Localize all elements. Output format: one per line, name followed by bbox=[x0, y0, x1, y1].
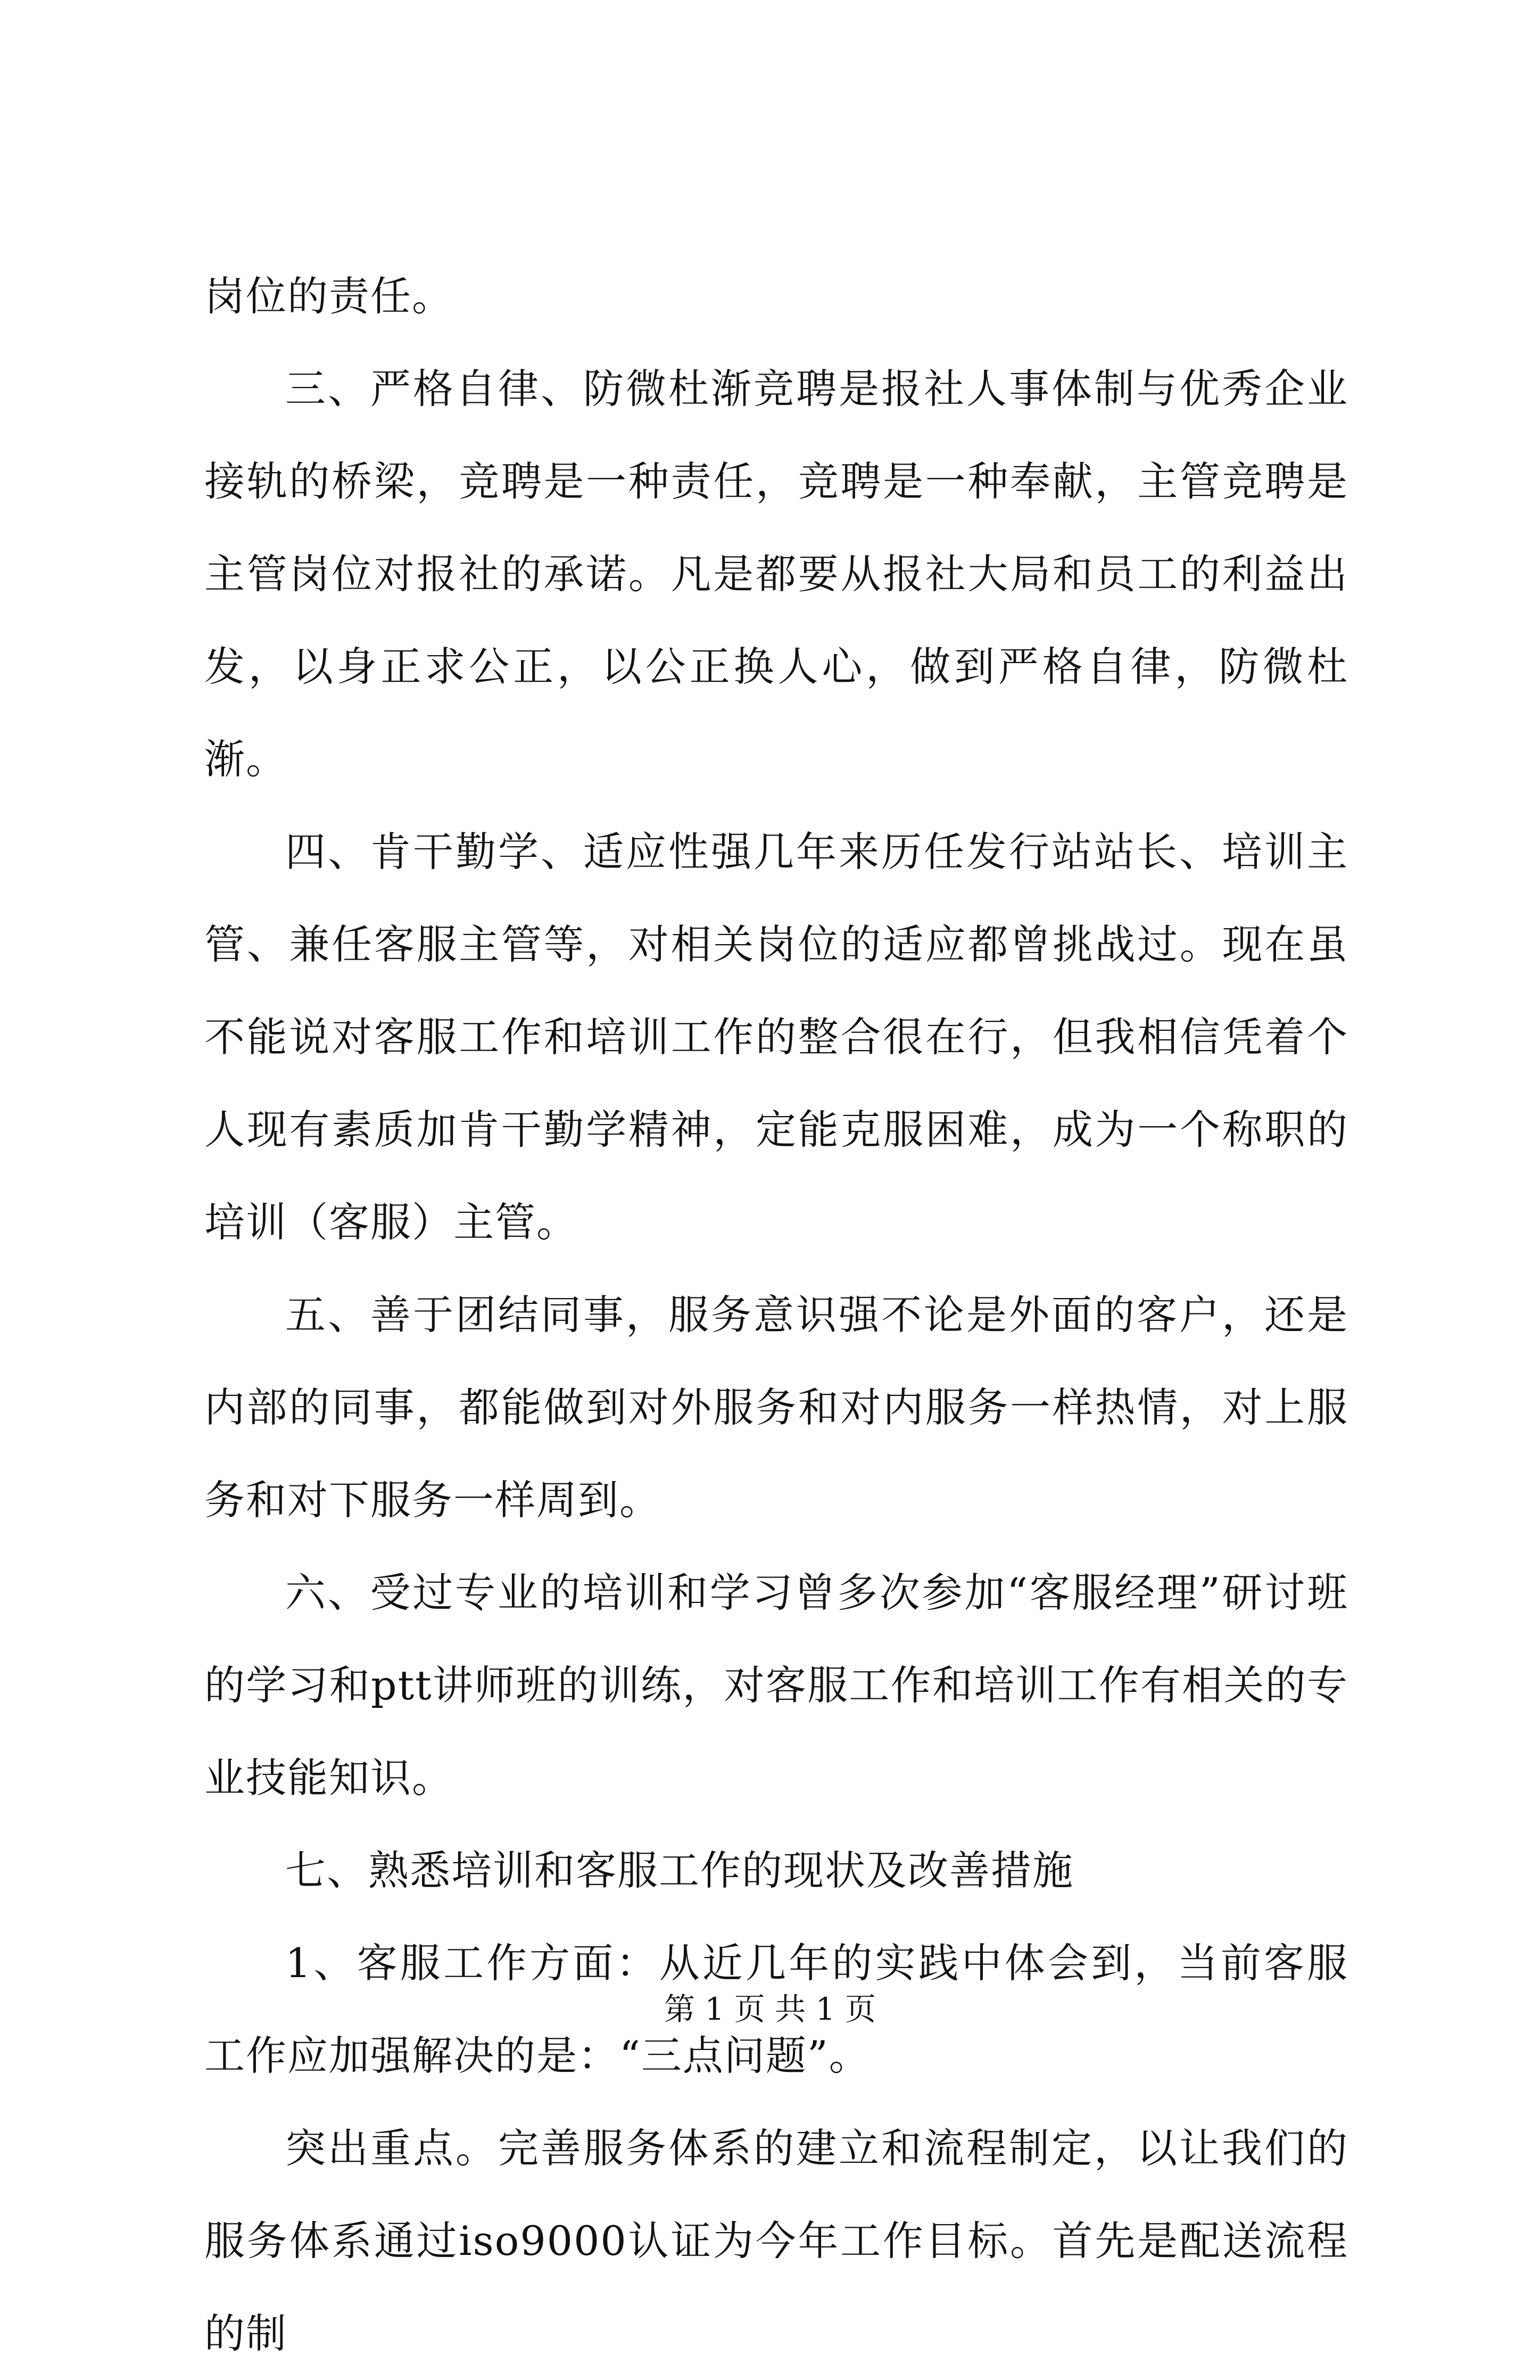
paragraph-section-5: 五、善于团结同事，服务意识强不论是外面的客户，还是内部的同事，都能做到对外服务和对内服务一样热情，对上服务和对下服务一样周到。 bbox=[204, 1291, 1348, 1524]
document-body bbox=[204, 250, 1348, 2380]
paragraph-item-1: 1、客服工作方面：从近几年的实践中体会到，当前客服工作应加强解决的是：“三点问题”。 bbox=[204, 1939, 1348, 2079]
paragraph-key-point: 突出重点。完善服务体系的建立和流程制定，以让我们的服务体系通过iso9000认证为今年工作目标。首先是配送流程的制 bbox=[204, 2125, 1348, 2357]
paragraph-continuation: 岗位的责任。 bbox=[204, 272, 453, 320]
paragraph-section-4: 四、肯干勤学、适应性强几年来历任发行站站长、培训主管、兼任客服主管等，对相关岗位的适应都曾挑战过。现在虽不能说对客服工作和培训工作的整合很在行，但我相信凭着个人现有素质加肯干勤学精神，定能克服困难，成为一个称职的培训（客服）主管。 bbox=[204, 828, 1348, 1246]
paragraph-section-7-heading: 七、熟悉培训和客服工作的现状及改善措施 bbox=[285, 1847, 1074, 1894]
paragraph-section-6: 六、受过专业的培训和学习曾多次参加“客服经理”研讨班的学习和ptt讲师班的训练，对客服工作和培训工作有相关的专业技能知识。 bbox=[204, 1569, 1348, 1801]
page-footer: 第 1 页 共 1 页 bbox=[664, 1991, 876, 2027]
paragraph-section-3: 三、严格自律、防微杜渐竞聘是报社人事体制与优秀企业接轨的桥梁，竞聘是一种责任，竞聘是一种奉献，主管竞聘是主管岗位对报社的承诺。凡是都要从报社大局和员工的利益出发，以身正求公正，以公正换人心，做到严格自律，防微杜渐。 bbox=[204, 365, 1348, 783]
